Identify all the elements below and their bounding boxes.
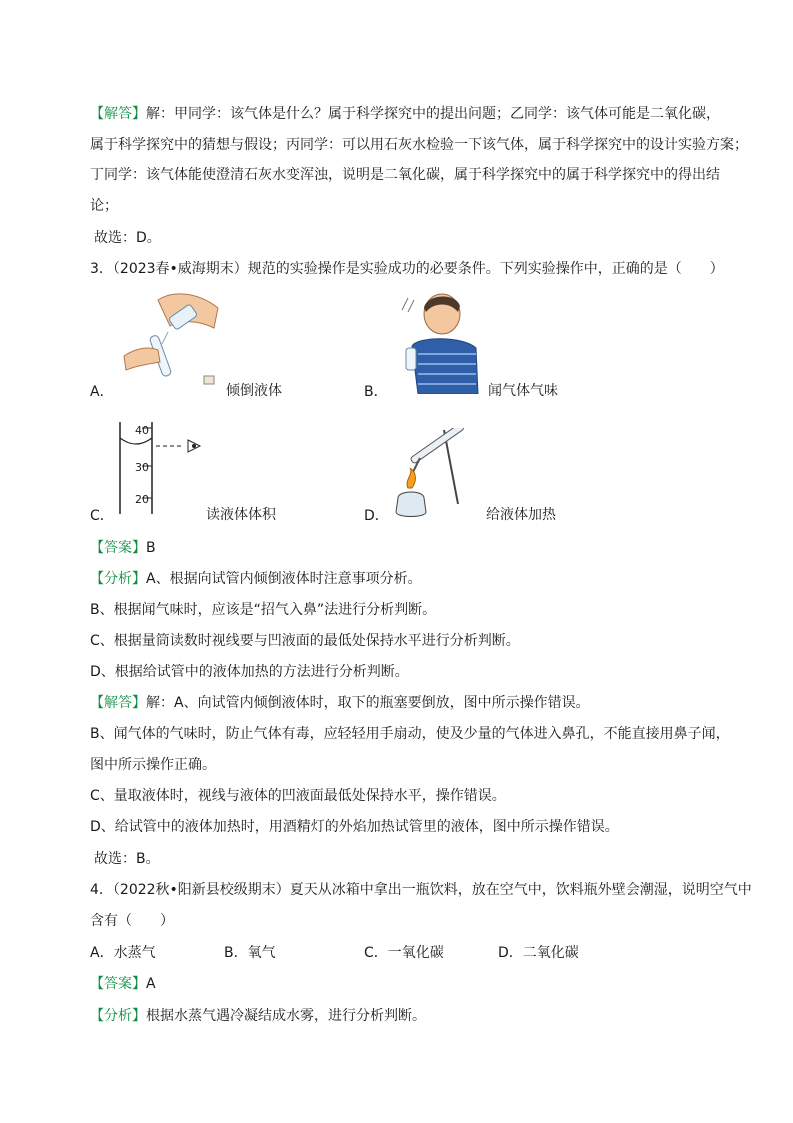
q3-solution-line-5: D、给试管中的液体加热时，用酒精灯的外焰加热试管里的液体，图中所示操作错误。 [90, 819, 619, 835]
heating-liquid-figure [392, 428, 474, 520]
q3-option-a-letter: A． [90, 384, 114, 400]
q3-analysis-line-2: B、根据闻气味时，应该是“招气入鼻”法进行分析判断。 [90, 602, 437, 618]
q3-solution-line-1: 【 解答 】 解：A、向试管内倾倒液体时，取下的瓶塞要倒放，图中所示操作错误。 [90, 693, 590, 713]
q3-answer: 【 答案 】 B [90, 538, 156, 558]
q3-option-a-caption: 倾倒液体 [226, 383, 282, 399]
cylinder-tick-40: 40 [135, 424, 149, 437]
cylinder-tick-20: 20 [135, 493, 149, 506]
graduated-cylinder-figure [112, 418, 207, 514]
q2-solution-line-3: 丁同学：该气体能使澄清石灰水变浑浊，说明是二氧化碳，属于科学探究中的属于科学探究中的得出结 [90, 167, 720, 183]
q2-solution-line-2: 属于科学探究中的猜想与假设；丙同学：可以用石灰水检验一下该气体，属于科学探究中的设计实验方案； [90, 137, 748, 153]
q4-option-b: B．氧气 [224, 945, 276, 961]
q3-option-d-caption: 给液体加热 [486, 507, 556, 523]
q3-option-b-letter: B． [364, 384, 388, 400]
q2-choice: 故选：D。 [94, 230, 161, 246]
q3-choice: 故选：B。 [94, 851, 160, 867]
q3-stem: 3．（2023春•威海期末）规范的实验操作是实验成功的必要条件。下列实验操作中，正确的是（ ） [90, 261, 724, 277]
q2-solution-line-4: 论； [90, 198, 118, 214]
smelling-gas-figure [398, 290, 484, 394]
q4-stem-line-2: 含有（ ） [90, 913, 174, 929]
q3-analysis-line-1: 【 分析 】 A、根据向试管内倾倒液体时注意事项分析。 [90, 569, 422, 589]
q3-analysis-line-3: C、根据量筒读数时视线要与凹液面的最低处保持水平进行分析判断。 [90, 633, 520, 649]
q3-option-c-letter: C． [90, 508, 114, 524]
cylinder-tick-30: 30 [135, 461, 149, 474]
q4-option-c: C．一氧化碳 [364, 945, 444, 961]
q3-option-d-letter: D． [364, 508, 389, 524]
q4-option-a: A．水蒸气 [90, 945, 156, 961]
q3-solution-line-4: C、量取液体时，视线与液体的凹液面最低处保持水平，操作错误。 [90, 788, 506, 804]
q4-analysis: 【 分析 】 根据水蒸气遇冷凝结成水雾，进行分析判断。 [90, 1006, 426, 1026]
q3-option-b-caption: 闻气体气味 [488, 383, 558, 399]
q3-analysis-line-4: D、根据给试管中的液体加热的方法进行分析判断。 [90, 664, 409, 680]
pouring-liquid-figure [118, 290, 228, 390]
q3-option-c-caption: 读液体体积 [206, 507, 276, 523]
q4-answer: 【 答案 】 A [90, 974, 156, 994]
q4-option-d: D．二氧化碳 [498, 945, 579, 961]
q3-solution-line-2: B、闻气体的气味时，防止气体有毒，应轻轻用手扇动，使及少量的气体进入鼻孔，不能直接用鼻子闻， [90, 726, 730, 742]
q3-solution-line-3: 图中所示操作正确。 [90, 757, 216, 773]
q4-stem-line-1: 4．（2022秋•阳新县校级期末）夏天从冰箱中拿出一瓶饮料，放在空气中，饮料瓶外壁会潮湿，说明空气中 [90, 882, 752, 898]
solution-tag: 【 解答 】 [90, 106, 146, 122]
q2-solution-line-1: 【 解答 】 解：甲同学：该气体是什么？属于科学探究中的提出问题；乙同学：该气体可能是二氧化碳， [90, 104, 720, 124]
